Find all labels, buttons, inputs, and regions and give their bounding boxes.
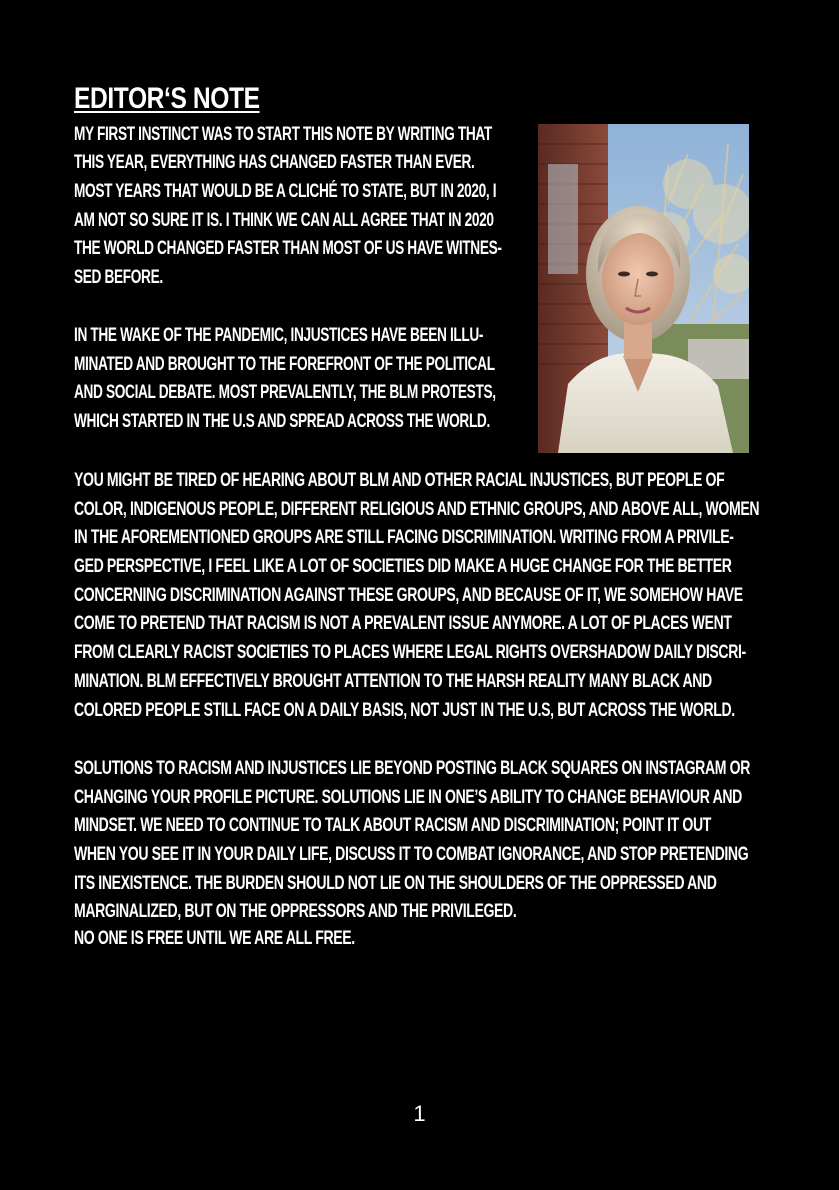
text-line: MOST YEARS THAT WOULD BE A CLICHÉ TO STATE, BUT IN 2020, I <box>74 181 497 202</box>
text-line: SED BEFORE. <box>74 267 163 288</box>
text-line: MY FIRST INSTINCT WAS TO START THIS NOTE BY WRITING THAT <box>74 124 492 145</box>
text-line: MARGINALIZED, BUT ON THE OPPRESSORS AND THE PRIVILEGED. <box>74 901 517 922</box>
text-line: COLORED PEOPLE STILL FACE ON A DAILY BASIS, NOT JUST IN THE U.S, BUT ACROSS THE WORLD. <box>74 700 735 721</box>
closing-statement: NO ONE IS FREE UNTIL WE ARE ALL FREE. <box>74 928 355 949</box>
text-line: IN THE WAKE OF THE PANDEMIC, INJUSTICES HAVE BEEN ILLU- <box>74 325 484 346</box>
text-line: CONCERNING DISCRIMINATION AGAINST THESE GROUPS, AND BECAUSE OF IT, WE SOMEHOW HAVE <box>74 585 743 606</box>
text-line: AND SOCIAL DEBATE. MOST PREVALENTLY, THE BLM PROTESTS, <box>74 382 496 403</box>
text-line: ITS INEXISTENCE. THE BURDEN SHOULD NOT LIE ON THE SHOULDERS OF THE OPPRESSED AND <box>74 873 717 894</box>
page-title: EDITOR‘S NOTE <box>74 82 260 115</box>
page-number: 1 <box>413 1101 426 1126</box>
text-line: COLOR, INDIGENOUS PEOPLE, DIFFERENT RELIGIOUS AND ETHNIC GROUPS, AND ABOVE ALL, WOMEN <box>74 499 760 520</box>
text-line: MINATED AND BROUGHT TO THE FOREFRONT OF THE POLITICAL <box>74 354 495 375</box>
text-line: IN THE AFOREMENTIONED GROUPS ARE STILL FACING DISCRIMINATION. WRITING FROM A PRIVILE- <box>74 527 734 548</box>
text-line: THIS YEAR, EVERYTHING HAS CHANGED FASTER THAN EVER. <box>74 152 475 173</box>
text-line: MINDSET. WE NEED TO CONTINUE TO TALK ABOUT RACISM AND DISCRIMINATION; POINT IT OUT <box>74 815 711 836</box>
text-line: FROM CLEARLY RACIST SOCIETIES TO PLACES WHERE LEGAL RIGHTS OVERSHADOW DAILY DISCRI- <box>74 642 746 663</box>
text-line: YOU MIGHT BE TIRED OF HEARING ABOUT BLM AND OTHER RACIAL INJUSTICES, BUT PEOPLE OF <box>74 470 725 491</box>
editor-portrait-photo <box>538 124 749 453</box>
portrait-illustration <box>538 124 749 453</box>
text-line: CHANGING YOUR PROFILE PICTURE. SOLUTIONS LIE IN ONE’S ABILITY TO CHANGE BEHAVIOUR AND <box>74 787 742 808</box>
text-line: AM NOT SO SURE IT IS. I THINK WE CAN ALL AGREE THAT IN 2020 <box>74 210 494 231</box>
text-line: WHICH STARTED IN THE U.S AND SPREAD ACROSS THE WORLD. <box>74 411 490 432</box>
text-line: THE WORLD CHANGED FASTER THAN MOST OF US HAVE WITNES- <box>74 238 502 259</box>
text-line: SOLUTIONS TO RACISM AND INJUSTICES LIE BEYOND POSTING BLACK SQUARES ON INSTAGRAM OR <box>74 758 750 779</box>
text-line: COME TO PRETEND THAT RACISM IS NOT A PREVALENT ISSUE ANYMORE. A LOT OF PLACES WENT <box>74 613 732 634</box>
text-line: MINATION. BLM EFFECTIVELY BROUGHT ATTENTION TO THE HARSH REALITY MANY BLACK AND <box>74 671 712 692</box>
text-line: GED PERSPECTIVE, I FEEL LIKE A LOT OF SOCIETIES DID MAKE A HUGE CHANGE FOR THE BETTER <box>74 556 732 577</box>
text-line: WHEN YOU SEE IT IN YOUR DAILY LIFE, DISCUSS IT TO COMBAT IGNORANCE, AND STOP PRETENDING <box>74 844 749 865</box>
